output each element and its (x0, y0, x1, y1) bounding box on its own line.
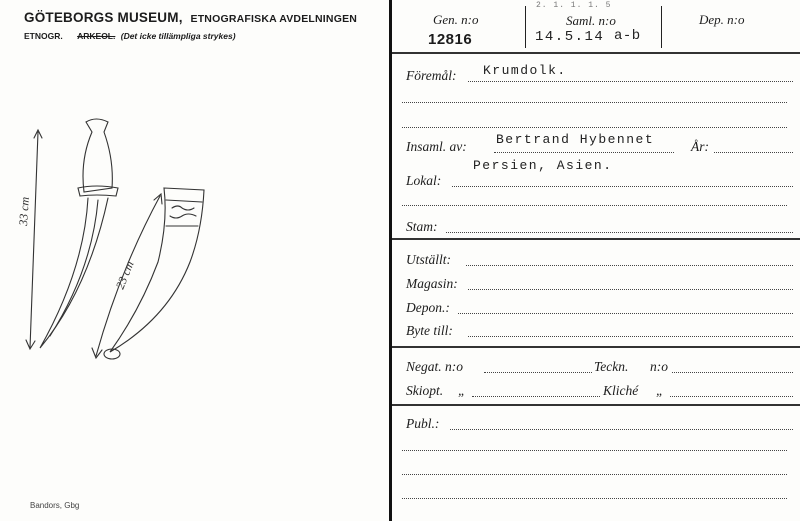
insaml-value: Bertrand Hybennet (496, 132, 655, 147)
dagger-measure-line (30, 132, 38, 348)
dagger-blade (40, 198, 108, 348)
negat-label: Negat. n:o (406, 359, 463, 374)
section-rule-3 (392, 404, 800, 406)
strike-note: (Det icke tillämpliga strykes) (120, 31, 236, 41)
printer-mark: Bandors, Gbg (30, 501, 80, 510)
ar-label: År: (691, 139, 709, 154)
blank-line (402, 102, 787, 103)
foremal-value: Krumdolk. (483, 63, 567, 78)
dagger-sketch (0, 0, 390, 521)
dagger-handle (83, 119, 112, 192)
dep-label: Dep. n:o (699, 12, 745, 27)
utstallt-label: Utställt: (406, 252, 452, 267)
sheath-ornament (170, 206, 196, 218)
blank-line (402, 474, 787, 475)
lokal-label: Lokal: (406, 173, 442, 188)
saml-suffix: a-b (614, 28, 641, 44)
blank-line (402, 450, 787, 451)
arkeol-label: ARKEOL. (77, 31, 116, 41)
department-name: ETNOGRAFISKA AVDELNINGEN (190, 13, 358, 25)
header-rule (392, 52, 800, 54)
insaml-label: Insaml. av: (406, 139, 467, 154)
teckn-label: Teckn. (594, 359, 629, 374)
section-rule-2 (392, 346, 800, 348)
ditto-mark: „ (656, 383, 664, 398)
sheath-length-label: 23 cm (112, 258, 137, 292)
etnogr-label: ETNOGR. (24, 31, 63, 41)
blank-line (402, 498, 787, 499)
dagger-length-label: 33 cm (16, 196, 33, 227)
blank-line (402, 127, 787, 128)
saml-label: Saml. n:o (566, 13, 616, 28)
column-divider-2 (661, 6, 662, 48)
depon-label: Depon.: (406, 300, 450, 315)
teckn-no-label: n:o (650, 359, 668, 374)
magasin-label: Magasin: (406, 276, 458, 291)
blank-line (402, 205, 787, 206)
byte-label: Byte till: (406, 323, 453, 338)
saml-scribble: 2. 1. 1. 1. 5 (536, 1, 612, 10)
card-divider (389, 0, 392, 521)
lokal-value: Persien, Asien. (473, 158, 613, 173)
saml-number: 14.5.14 (535, 29, 605, 45)
gen-number: 12816 (428, 31, 473, 48)
section-rule-1 (392, 238, 800, 240)
foremal-label: Föremål: (406, 68, 457, 83)
kliche-label: Kliché (603, 383, 639, 398)
skiopt-label: Skiopt. (406, 383, 444, 398)
gen-label: Gen. n:o (433, 12, 479, 27)
stam-label: Stam: (406, 219, 438, 234)
ditto-mark: „ (458, 383, 466, 398)
sheath-mouth-line (166, 200, 202, 202)
publ-label: Publ.: (406, 416, 440, 431)
column-divider-1 (525, 6, 526, 48)
museum-name: GÖTEBORGS MUSEUM, (24, 10, 183, 25)
